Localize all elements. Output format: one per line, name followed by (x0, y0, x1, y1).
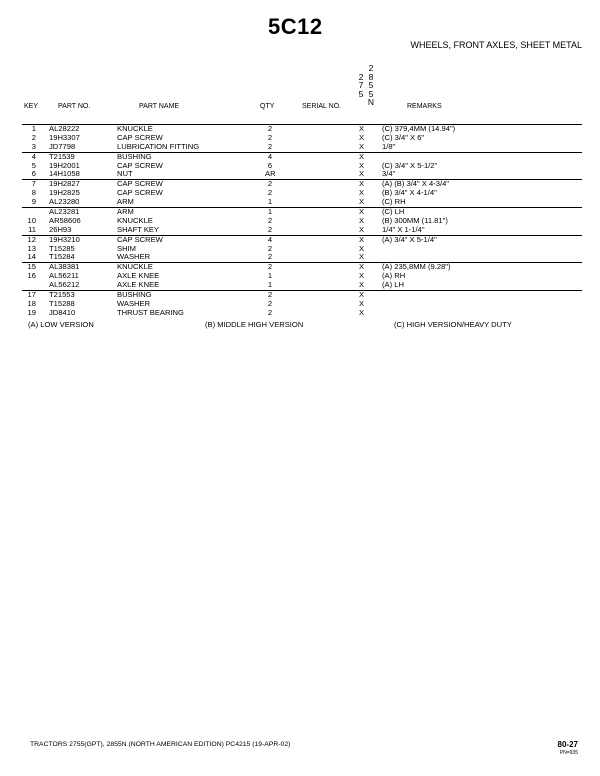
row-remarks: (A) LH (382, 280, 404, 290)
row-part-name: KNUCKLE (117, 215, 153, 225)
table-row (22, 198, 582, 207)
table-row (22, 226, 582, 235)
row-model-mark: X (359, 151, 365, 161)
row-remarks: 1/8" (382, 141, 396, 151)
legend-low-version: (A) LOW VERSION (28, 320, 94, 329)
row-part-no: AL23280 (49, 197, 80, 207)
row-qty: 2 (267, 290, 273, 300)
row-part-no: AL38381 (49, 262, 80, 272)
row-model-mark: X (359, 215, 365, 225)
row-remarks: (C) RH (382, 197, 406, 207)
row-qty: 4 (267, 151, 273, 161)
row-key: 1 (31, 124, 36, 133)
part-no-column-header: PART NO. (58, 103, 91, 110)
row-qty: 2 (267, 262, 273, 272)
row-qty: 2 (267, 243, 273, 253)
row-part-name: CAP SCREW (117, 179, 163, 189)
row-model-mark: X (359, 141, 365, 151)
row-key: 4 (31, 151, 36, 161)
row-part-name: LUBRICATION FITTING (117, 141, 200, 151)
row-model-mark: X (359, 197, 365, 207)
page-number: 80-27 (557, 740, 578, 749)
row-qty: 2 (267, 215, 273, 225)
qty-column-header: QTY (260, 103, 275, 110)
table-row (22, 125, 582, 134)
row-part-no: T21553 (49, 290, 75, 300)
row-part-name: CAP SCREW (117, 188, 163, 198)
row-key: 7 (31, 179, 36, 189)
row-model-mark: X (359, 307, 365, 317)
row-part-no: AL56211 (49, 271, 79, 281)
row-part-no: 19H3307 (49, 132, 80, 142)
row-qty: 2 (267, 252, 273, 262)
model-column-2755 (357, 73, 365, 99)
table-row (22, 162, 582, 171)
row-part-name: NUT (117, 169, 133, 179)
row-model-mark: X (359, 280, 365, 290)
table-row (22, 235, 582, 245)
model-column-2855n (367, 64, 375, 107)
row-part-no: JD7798 (49, 141, 76, 151)
row-part-no: AL23281 (49, 207, 80, 217)
row-remarks: (A) 235,8MM (9.28") (382, 262, 451, 272)
row-key: 6 (31, 169, 36, 179)
row-key: 13 (27, 243, 36, 253)
table-row (22, 207, 582, 217)
row-model-mark: X (359, 252, 365, 262)
row-qty: 1 (267, 197, 273, 207)
row-part-name: CAP SCREW (117, 234, 163, 244)
row-part-name: AXLE KNEE (117, 280, 160, 290)
row-model-mark: X (359, 298, 365, 308)
row-part-name: CAP SCREW (117, 160, 163, 170)
row-part-name: KNUCKLE (117, 124, 153, 133)
row-key: 16 (27, 271, 36, 281)
row-qty: 2 (267, 132, 273, 142)
row-model-mark: X (359, 124, 365, 133)
row-part-no: 26H93 (49, 224, 72, 234)
row-model-mark: X (359, 271, 365, 281)
row-remarks: (C) 3/4" X 6" (382, 132, 425, 142)
table-row (22, 143, 582, 152)
table-row (22, 262, 582, 272)
page-title: 5C12 (268, 14, 323, 39)
table-row (22, 134, 582, 143)
row-remarks: (A) (B) 3/4" X 4-3/4" (382, 179, 450, 189)
table-row (22, 272, 582, 281)
row-qty: 2 (267, 124, 273, 133)
legend-high-version: (C) HIGH VERSION/HEAVY DUTY (394, 320, 512, 329)
row-remarks: (C) 3/4" X 5-1/2" (382, 160, 438, 170)
row-part-name: SHIM (117, 243, 136, 253)
model-digit: 7 (358, 80, 364, 90)
row-key: 17 (27, 290, 36, 300)
table-row (22, 152, 582, 162)
row-qty: 1 (267, 271, 273, 281)
row-model-mark: X (359, 160, 365, 170)
row-model-mark: X (359, 234, 365, 244)
parts-table (22, 125, 582, 318)
legend-middle-high-version: (B) MIDDLE HIGH VERSION (205, 320, 304, 329)
row-remarks: (C) 379,4MM (14.94") (382, 124, 456, 133)
row-model-mark: X (359, 207, 365, 217)
row-remarks: (C) LH (382, 207, 405, 217)
row-part-no: T15288 (49, 298, 75, 308)
model-digit: 5 (368, 80, 374, 90)
row-key: 14 (27, 252, 36, 262)
row-key: 2 (31, 132, 36, 142)
row-remarks: (A) RH (382, 271, 406, 281)
row-remarks: (B) 3/4" X 4-1/4" (382, 188, 437, 198)
row-part-no: 14H1058 (49, 169, 80, 179)
row-key: 15 (27, 262, 36, 272)
table-row (22, 300, 582, 309)
model-digit: 8 (368, 71, 374, 82)
row-qty: 2 (267, 298, 273, 308)
row-part-no: AL56212 (49, 280, 80, 290)
row-qty: AR (265, 169, 276, 179)
row-qty: 2 (267, 141, 273, 151)
row-key: 18 (27, 298, 36, 308)
row-part-no: 19H2001 (49, 160, 80, 170)
serial-no-column-header: SERIAL NO. (302, 103, 342, 110)
model-digit: 5 (368, 88, 374, 99)
row-key: 11 (28, 224, 36, 234)
table-row (22, 217, 582, 226)
row-key: 12 (27, 234, 36, 244)
row-part-name: WASHER (117, 298, 151, 308)
row-part-name: BUSHING (117, 290, 152, 300)
row-qty: 4 (267, 234, 273, 244)
row-part-name: THRUST BEARING (117, 307, 184, 317)
row-key: 3 (31, 141, 36, 151)
row-key: 5 (31, 160, 36, 170)
row-part-name: CAP SCREW (117, 132, 163, 142)
row-part-name: KNUCKLE (117, 262, 153, 272)
footer-text: TRACTORS 2755(GPT), 2855N (NORTH AMERICAN EDITION) PC4215 (19-APR-02) (30, 741, 291, 748)
row-model-mark: X (359, 290, 365, 300)
row-remarks: 1/4" X 1-1/4" (382, 224, 425, 234)
row-model-mark: X (359, 243, 365, 253)
table-row (22, 189, 582, 198)
row-part-name: SHAFT KEY (117, 224, 160, 234)
row-part-no: AR58606 (49, 215, 81, 225)
row-part-name: BUSHING (117, 151, 152, 161)
remarks-column-header: REMARKS (407, 103, 442, 110)
row-key: 9 (31, 197, 36, 207)
row-key: 8 (31, 188, 36, 198)
table-row (22, 281, 582, 290)
row-key: 19 (27, 307, 36, 317)
row-model-mark: X (359, 179, 365, 189)
row-qty: 1 (267, 280, 273, 290)
model-digit: 2 (368, 63, 374, 73)
row-model-mark: X (359, 169, 365, 179)
row-part-no: T15285 (49, 243, 75, 253)
row-remarks: (B) 300MM (11.81") (382, 215, 448, 225)
table-row (22, 179, 582, 189)
table-row (22, 170, 582, 179)
row-model-mark: X (359, 262, 365, 272)
row-model-mark: X (359, 188, 365, 198)
row-part-no: T15284 (49, 252, 75, 262)
section-title: WHEELS, FRONT AXLES, SHEET METAL (410, 40, 582, 50)
row-part-no: AL28222 (49, 124, 80, 133)
row-part-no: T21539 (49, 151, 75, 161)
row-part-name: WASHER (117, 252, 151, 262)
row-part-name: AXLE KNEE (117, 271, 160, 281)
row-model-mark: X (359, 132, 365, 142)
row-part-name: ARM (117, 197, 134, 207)
row-qty: 2 (267, 224, 273, 234)
model-digit: N (367, 97, 375, 107)
row-remarks: 3/4" (382, 169, 396, 179)
row-part-no: JD8410 (49, 307, 76, 317)
row-part-no: 19H2825 (49, 188, 80, 198)
row-qty: 2 (267, 188, 273, 198)
table-row (22, 290, 582, 300)
row-key: 10 (27, 215, 36, 225)
row-qty: 6 (267, 160, 273, 170)
model-digit: 2 (358, 71, 364, 82)
key-column-header: KEY (24, 103, 39, 110)
table-row (22, 309, 582, 318)
table-row (22, 245, 582, 254)
table-row (22, 253, 582, 262)
row-model-mark: X (359, 224, 365, 234)
part-name-column-header: PART NAME (139, 103, 180, 110)
row-remarks: (A) 3/4" X 5-1/4" (382, 234, 437, 244)
row-part-no: 19H3210 (49, 234, 80, 244)
row-qty: 2 (267, 179, 273, 189)
row-part-no: 19H2827 (49, 179, 80, 189)
page-code: PN=935 (559, 750, 578, 756)
row-qty: 1 (267, 207, 273, 217)
model-digit: 5 (358, 88, 364, 99)
row-qty: 2 (267, 307, 273, 317)
row-part-name: ARM (117, 207, 134, 217)
